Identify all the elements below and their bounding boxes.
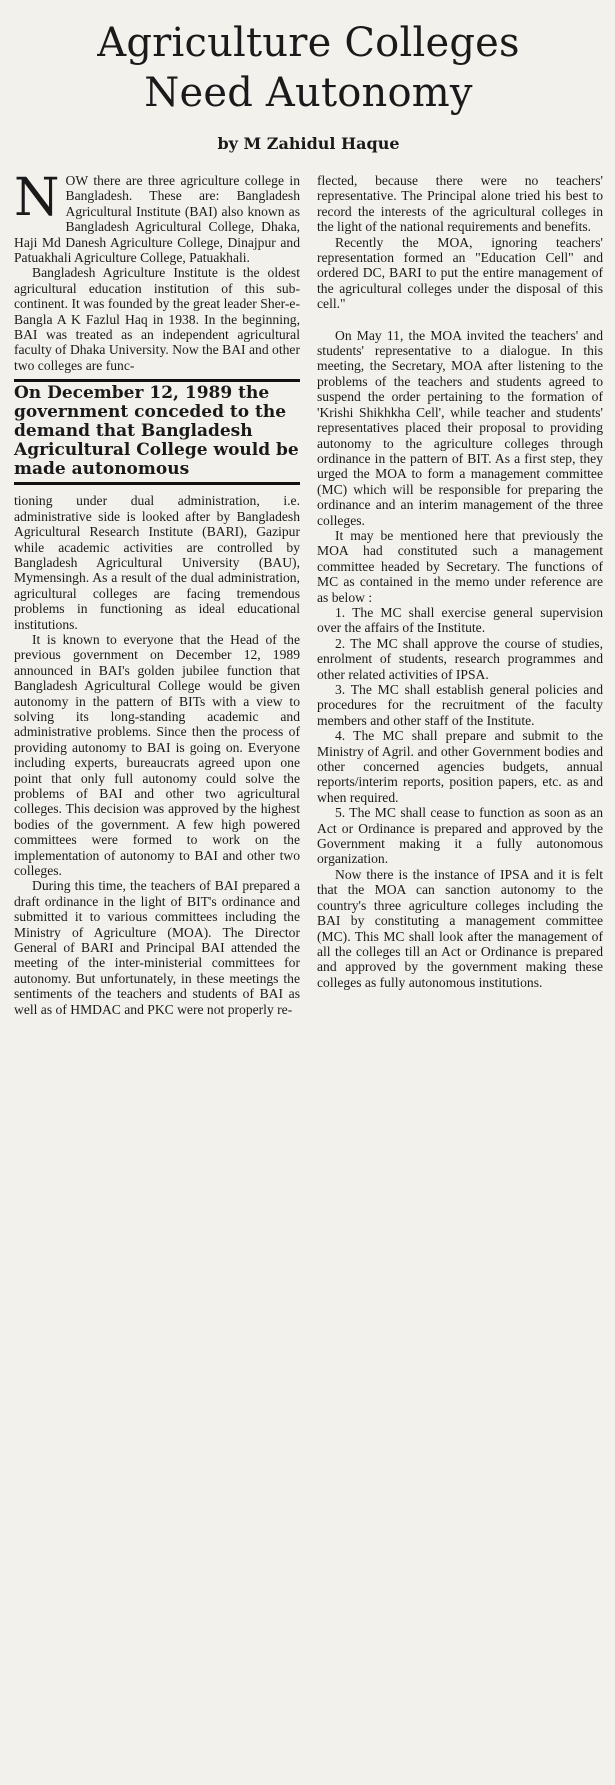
list-item: 2. The MC shall approve the course of studies, enrolment of students, research programmes and other related activities of IPSA.	[317, 635, 603, 682]
pull-quote: On December 12, 1989 the government conceded to the demand that Bangladesh Agricultural College would be made autonomous	[14, 379, 300, 485]
paragraph: Bangladesh Agriculture Institute is the oldest agricultural education institution of this sub-continent. It was founded by the great leader Sher-e-Bangla A K Fazlul Haq in 1938. In the beginning, BAI was treated as an independent agricultural faculty of Dhaka University. Now the BAI and other two colleges are func-	[14, 265, 300, 373]
drop-cap: N	[14, 168, 60, 228]
list-item: 1. The MC shall exercise general supervision over the affairs of the Institute.	[317, 604, 603, 636]
paragraph: Recently the MOA, ignoring teachers' representation formed an "Education Cell" and ordered DC, BARI to put the entire management of the agricultural colleges under the disposal of this cell."	[317, 234, 603, 312]
paragraph-intro-text: OW there are three agriculture college in Bangladesh. These are: Bangladesh Agricultural Institute (BAI) also known as Bangladesh Agricultural College, Dhaka, Haji Md Danesh Agriculture College, Dinajpur and Patuakhali Agriculture College, Patuakhali.	[14, 173, 300, 266]
column-left	[14, 168, 300, 1017]
paragraph: flected, because there were no teachers' representative. The Principal alone tried his best to record the interests of the agricultural colleges in the light of the national requirements and benefits.	[317, 173, 603, 235]
list-item: 4. The MC shall prepare and submit to the Ministry of Agril. and other Government bodies and other concerned agencies budgets, annual reports/interim reports, position papers, etc. as and when required.	[317, 728, 603, 805]
paragraph-intro	[14, 168, 300, 266]
byline: by M Zahidul Haque	[217, 134, 400, 153]
paragraph: It is known to everyone that the Head of the previous government on December 12, 1989 announced in BAI's golden jubilee function that Bangladesh Agricultural College would be given autonomy in the pattern of BITs with a view to solving its long-standing academic and administrative problems. Since then the process of providing autonomy to BAI is going on. Everyone including experts, bureaucrats agreed upon one point that only full autonomy could solve the problems of BAI and other two agricultural colleges. This decision was approved by the highest bodies of the government. A few high powered committees were formed to work on the implementation of autonomy to BAI and other two colleges.	[14, 631, 300, 879]
paragraph: tioning under dual administration, i.e. administrative side is looked after by Bangladesh Agricultural Research Institute (BARI), Gazipur while academic activities are controlled by Bangladesh Agricultural University (BAU), Mymensingh. As a result of the dual administration, agricultural colleges are facing tremendous problems in functioning as ideal educational institutions.	[14, 493, 300, 632]
paragraph: On May 11, the MOA invited the teachers' and students' representative to a dialogue. In this meeting, the Secretary, MOA after listening to the problems of the teachers and students agreed to suspend the order pertaining to the formation of 'Krishi Shikhkha Cell', while teacher and students' representatives placed their proposal to providing autonomy to the agriculture colleges through ordinance in the pattern of BIT. As a first step, they urged the MOA to form a management committee (MC) which will be responsible for preparing the ordinance and an interim management of the three colleges.	[317, 327, 603, 528]
paragraph: During this time, the teachers of BAI prepared a draft ordinance in the light of BIT's ordinance and submitted it to various committees including the Ministry of Agriculture (MOA). The Director General of BARI and Principal BAI attended the meeting of the inter-ministerial committees for autonomy. But unfortunately, in these meetings the sentiments of the teachers and students of BAI as well as of HMDAC and PKC were not properly re-	[14, 878, 300, 1017]
paragraph: Now there is the instance of IPSA and it is felt that the MOA can sanction autonomy to the country's three agriculture colleges including the BAI by constituting a management committee (MC). This MC shall look after the management of all the colleges till an Act or Ordinance is prepared and approved by the government making these colleges as fully autonomous institutions.	[317, 866, 603, 990]
list-item: 5. The MC shall cease to function as soon as an Act or Ordinance is prepared and approved by the Government making it a fully autonomous organization.	[317, 805, 603, 867]
headline-line-1: Agriculture Colleges	[97, 20, 520, 66]
column-right	[317, 173, 603, 1017]
headline-line-2: Need Autonomy	[144, 70, 473, 116]
paragraph: It may be mentioned here that previously the MOA had constituted such a management committee headed by Secretary. The functions of MC as contained in the memo under reference are as below :	[317, 527, 603, 605]
headline	[14, 18, 603, 118]
article-body	[14, 168, 603, 1017]
list-item: 3. The MC shall establish general policies and procedures for the recruitment of the faculty members and other staff of the Institute.	[317, 682, 603, 728]
